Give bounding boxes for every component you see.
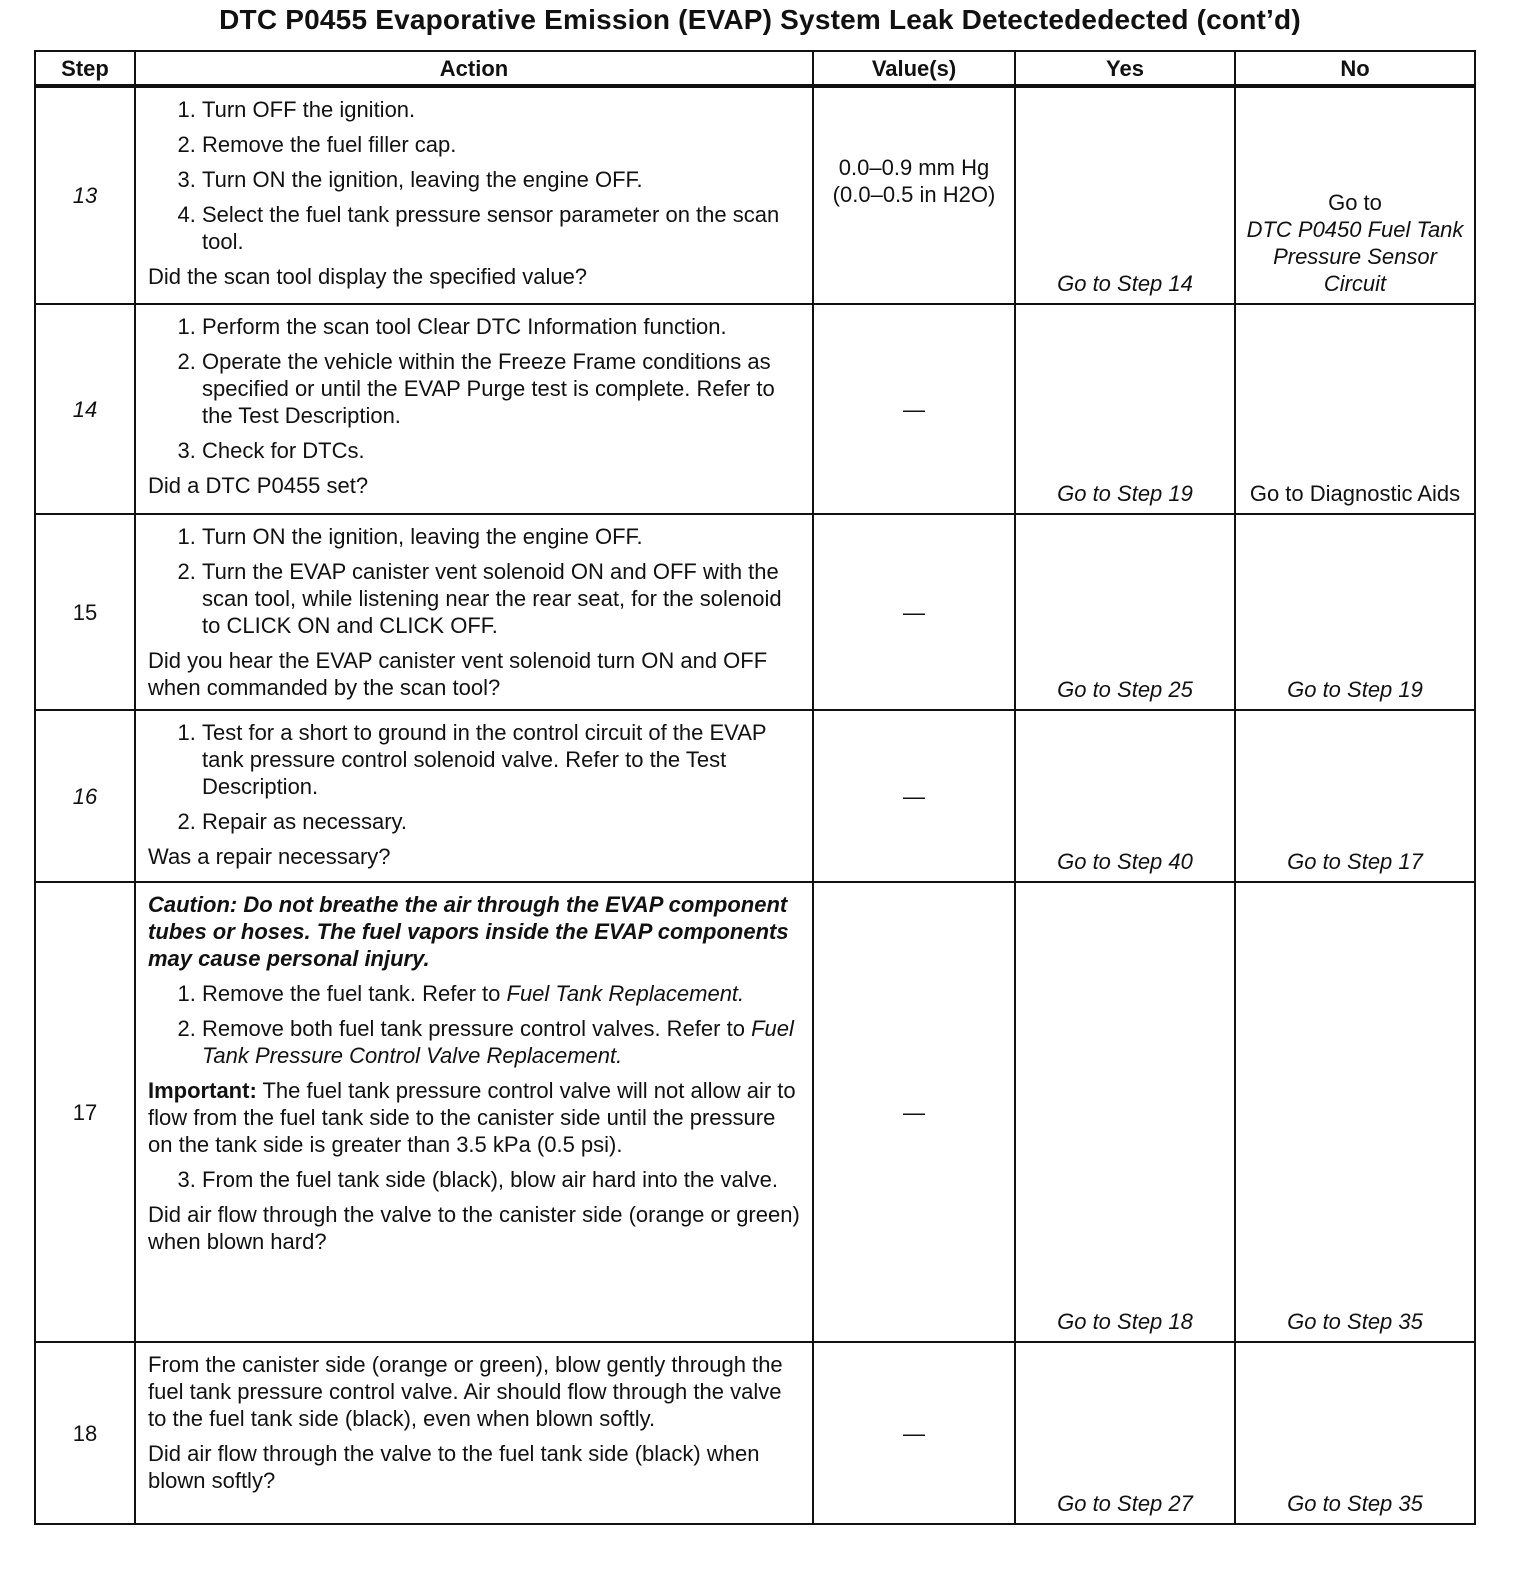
action-question: Did air flow through the valve to the fuel tank side (black) when blown softly? xyxy=(148,1441,760,1493)
table-row xyxy=(35,514,1475,710)
action-cell xyxy=(135,514,813,710)
diagnostic-table xyxy=(34,50,1476,1525)
action-cell xyxy=(135,710,813,882)
action-item: 1. Test for a short to ground in the control circuit of the EVAP tank pressure control solenoid valve. Refer to the Test Description. xyxy=(202,719,802,800)
step-number: 18 xyxy=(35,1342,135,1524)
yes-cell: Go to Step 40 xyxy=(1015,710,1235,882)
value-cell: 0.0–0.9 mm Hg (0.0–0.5 in H2O) xyxy=(813,86,1015,304)
header-no: No xyxy=(1235,51,1475,86)
action-item: 2. Operate the vehicle within the Freeze Frame conditions as specified or until the EVAP Purge test is complete. Refer to the Test Description. xyxy=(202,348,802,429)
table-row xyxy=(35,882,1475,1342)
no-prefix: Go to xyxy=(1328,190,1382,215)
action-item: 3. Check for DTCs. xyxy=(202,437,802,464)
action-item: 2. Turn the EVAP canister vent solenoid ON and OFF with the scan tool, while listening near the rear seat, for the solenoid to CLICK ON and CLICK OFF. xyxy=(202,558,802,639)
header-value: Value(s) xyxy=(813,51,1015,86)
action-item xyxy=(202,980,802,1007)
header-action: Action xyxy=(135,51,813,86)
value-cell: — xyxy=(813,1342,1015,1524)
no-cell: Go to Diagnostic Aids xyxy=(1235,304,1475,514)
table-row xyxy=(35,86,1475,304)
action-list xyxy=(148,313,802,464)
value-cell: — xyxy=(813,882,1015,1342)
action-cell xyxy=(135,1342,813,1524)
action-item: 4. Select the fuel tank pressure sensor parameter on the scan tool. xyxy=(202,201,802,255)
page-title: DTC P0455 Evaporative Emission (EVAP) System Leak Detectededected (cont’d) xyxy=(219,4,1301,35)
value-cell: — xyxy=(813,710,1015,882)
important-text: The fuel tank pressure control valve will not allow air to flow from the fuel tank side to the canister side until the pressure on the tank side is greater than 3.5 kPa (0.5 psi). xyxy=(148,1078,796,1157)
yes-cell: Go to Step 27 xyxy=(1015,1342,1235,1524)
step-number: 17 xyxy=(35,882,135,1342)
no-cell: Go to Step 19 xyxy=(1235,514,1475,710)
action-item xyxy=(202,1015,802,1069)
action-item: 3. Turn ON the ignition, leaving the engine OFF. xyxy=(202,166,802,193)
action-question: Did you hear the EVAP canister vent solenoid turn ON and OFF when commanded by the scan tool? xyxy=(148,648,768,700)
no-cell xyxy=(1235,86,1475,304)
no-cell: Go to Step 17 xyxy=(1235,710,1475,882)
no-cell: Go to Step 35 xyxy=(1235,882,1475,1342)
action-item: 2. Remove the fuel filler cap. xyxy=(202,131,802,158)
procedure-reference: Fuel Tank Pressure Control Valve Replacement. xyxy=(202,1016,794,1068)
no-cell: Go to Step 35 xyxy=(1235,1342,1475,1524)
action-item-text: Remove the fuel tank. Refer to xyxy=(202,981,501,1006)
action-cell xyxy=(135,304,813,514)
action-list xyxy=(148,96,802,255)
procedure-reference: Fuel Tank Replacement. xyxy=(506,981,745,1006)
action-item: 2. Repair as necessary. xyxy=(202,808,802,835)
step-number: 15 xyxy=(35,514,135,710)
action-list xyxy=(148,980,802,1069)
value-cell: — xyxy=(813,514,1015,710)
table-row xyxy=(35,710,1475,882)
yes-cell: Go to Step 18 xyxy=(1015,882,1235,1342)
important-note xyxy=(148,1077,802,1158)
action-cell xyxy=(135,86,813,304)
action-item-text: Remove both fuel tank pressure control valves. Refer to xyxy=(202,1016,745,1041)
step-number: 16 xyxy=(35,710,135,882)
action-question: Did air flow through the valve to the canister side (orange or green) when blown hard? xyxy=(148,1202,800,1254)
yes-cell: Go to Step 14 xyxy=(1015,86,1235,304)
action-item: 1. Perform the scan tool Clear DTC Information function. xyxy=(202,313,802,340)
action-item: 3. From the fuel tank side (black), blow air hard into the valve. xyxy=(202,1166,802,1193)
yes-cell: Go to Step 19 xyxy=(1015,304,1235,514)
action-question: Was a repair necessary? xyxy=(148,844,391,869)
yes-cell: Go to Step 25 xyxy=(1015,514,1235,710)
value-cell: — xyxy=(813,304,1015,514)
action-list xyxy=(148,523,802,639)
header-step: Step xyxy=(35,51,135,86)
important-label: Important: xyxy=(148,1078,257,1103)
action-question: Did a DTC P0455 set? xyxy=(148,473,369,498)
no-reference: DTC P0450 Fuel Tank Pressure Sensor Circuit xyxy=(1246,217,1464,296)
action-item: 1. Turn ON the ignition, leaving the engine OFF. xyxy=(202,523,802,550)
action-question: Did the scan tool display the specified value? xyxy=(148,264,588,289)
step-number: 13 xyxy=(35,86,135,304)
action-list xyxy=(148,719,802,835)
table-header-row xyxy=(35,51,1475,86)
table-row xyxy=(35,304,1475,514)
action-text: From the canister side (orange or green), blow gently through the fuel tank pressure control valve. Air should flow through the valve to the fuel tank side (black), even when blown softly. xyxy=(148,1352,783,1431)
action-item: 1. Turn OFF the ignition. xyxy=(202,96,802,123)
step-number: 14 xyxy=(35,304,135,514)
table-row xyxy=(35,1342,1475,1524)
header-yes: Yes xyxy=(1015,51,1235,86)
action-list xyxy=(148,1166,802,1193)
action-cell xyxy=(135,882,813,1342)
caution-note: Caution: Do not breathe the air through the EVAP component tubes or hoses. The fuel vapors inside the EVAP components may cause personal injury. xyxy=(148,892,789,971)
